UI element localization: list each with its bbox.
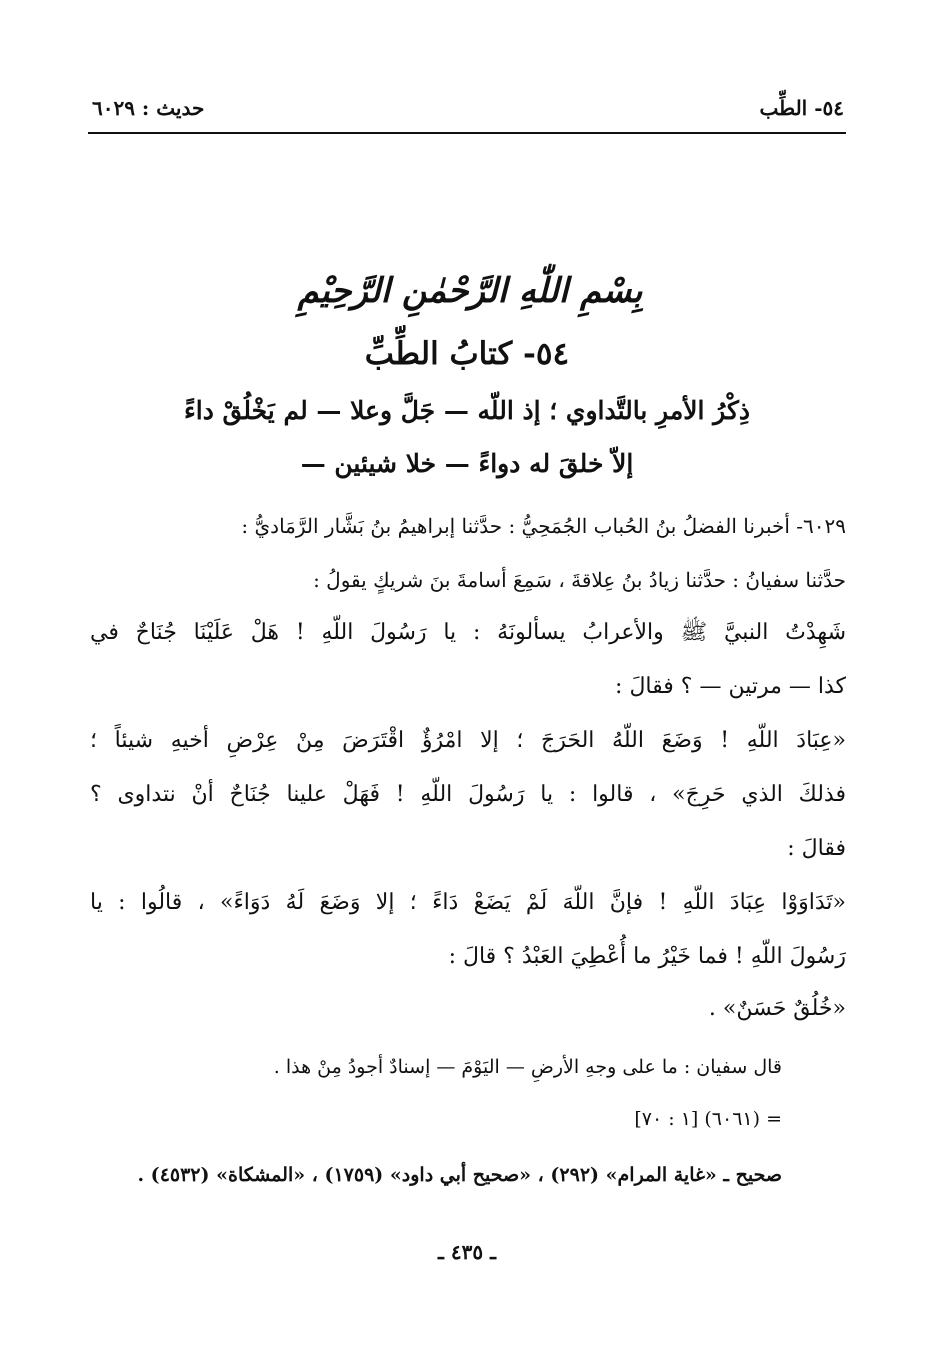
page-number: ـ ٤٣٥ ـ — [438, 1240, 496, 1264]
matn-line: «عِبَادَ اللّهِ ! وَضَعَ اللّهُ الحَرَجَ ؛ إلا امْرُؤٌ اقْتَرَضَ مِنْ عِرْضِ أخيهِ شيئاً ؛ — [90, 728, 846, 753]
sufyan-note: قال سفيان : ما على وجهِ الأرضِ — اليَوْمَ — إسنادٌ أجودُ مِنْ هذا . — [273, 1056, 782, 1078]
matn-line: فذلكَ الذي حَرِجَ» ، قالوا : يا رَسُولَ اللّهِ ! فَهَلْ علينا جُنَاحٌ أنْ نتداوى ؟ — [90, 782, 846, 807]
chapter-title-line: ذِكْرُ الأمرِ بالتَّداوي ؛ إذ اللّه — جَلَّ وعلا — لم يَخْلُقْ داءً — [184, 396, 750, 425]
running-header-chapter: ٥٤- الطِّب — [759, 96, 844, 120]
matn-line: كذا — مرتين — ؟ فقالَ : — [615, 674, 846, 699]
isnad-line: ٦٠٢٩- أخبرنا الفضلُ بنُ الحُباب الجُمَحِيُّ : حدَّثنا إبراهيمُ بنُ بَشَّار الرَّمَاديُّ : — [241, 514, 846, 538]
cross-reference: = (٦٠٦١) [١ : ٧٠] — [634, 1108, 782, 1130]
header-rule — [88, 132, 846, 134]
matn-line: «تَدَاوَوْا عِبَادَ اللّهِ ! فإنَّ اللّهَ لَمْ يَضَعْ دَاءً ؛ إلا وَضَعَ لَهُ دَوَاءً» ، قالُوا : يا — [90, 890, 846, 915]
book-title: ٥٤- كتابُ الطِّبِّ — [364, 336, 570, 372]
matn-line: رَسُولَ اللّهِ ! فما خَيْرُ ما أُعْطِيَ العَبْدُ ؟ قالَ : — [448, 944, 846, 969]
isnad-line: حدَّثنا سفيانُ : حدَّثنا زيادُ بنُ عِلاقةَ ، سَمِعَ أسامةَ بنَ شريكٍ يقولُ : — [313, 568, 846, 592]
running-header-hadith-number: حديث : ٦٠٢٩ — [92, 96, 205, 120]
matn-line: شَهِدْتُ النبيَّ ﷺ والأعرابُ يسألونَهُ : يا رَسُولَ اللّهِ ! هَلْ عَلَيْنَا جُنَاحٌ في — [90, 620, 846, 645]
matn-line: فقالَ : — [787, 836, 846, 861]
matn-line: «خُلُقٌ حَسَنٌ» . — [708, 996, 846, 1021]
chapter-title-line: إلاّ خلقَ له دواءً — خلا شيئين — — [300, 449, 634, 478]
grading-note: صحيح ـ «غاية المرام» (٢٩٢) ، «صحيح أبي داود» (١٧٥٩) ، «المشكاة» (٤٥٣٢) . — [137, 1164, 782, 1186]
bismillah-calligraphy: بِسْمِ اللّٰهِ الرَّحْمٰنِ الرَّحِيْمِ — [297, 271, 643, 311]
